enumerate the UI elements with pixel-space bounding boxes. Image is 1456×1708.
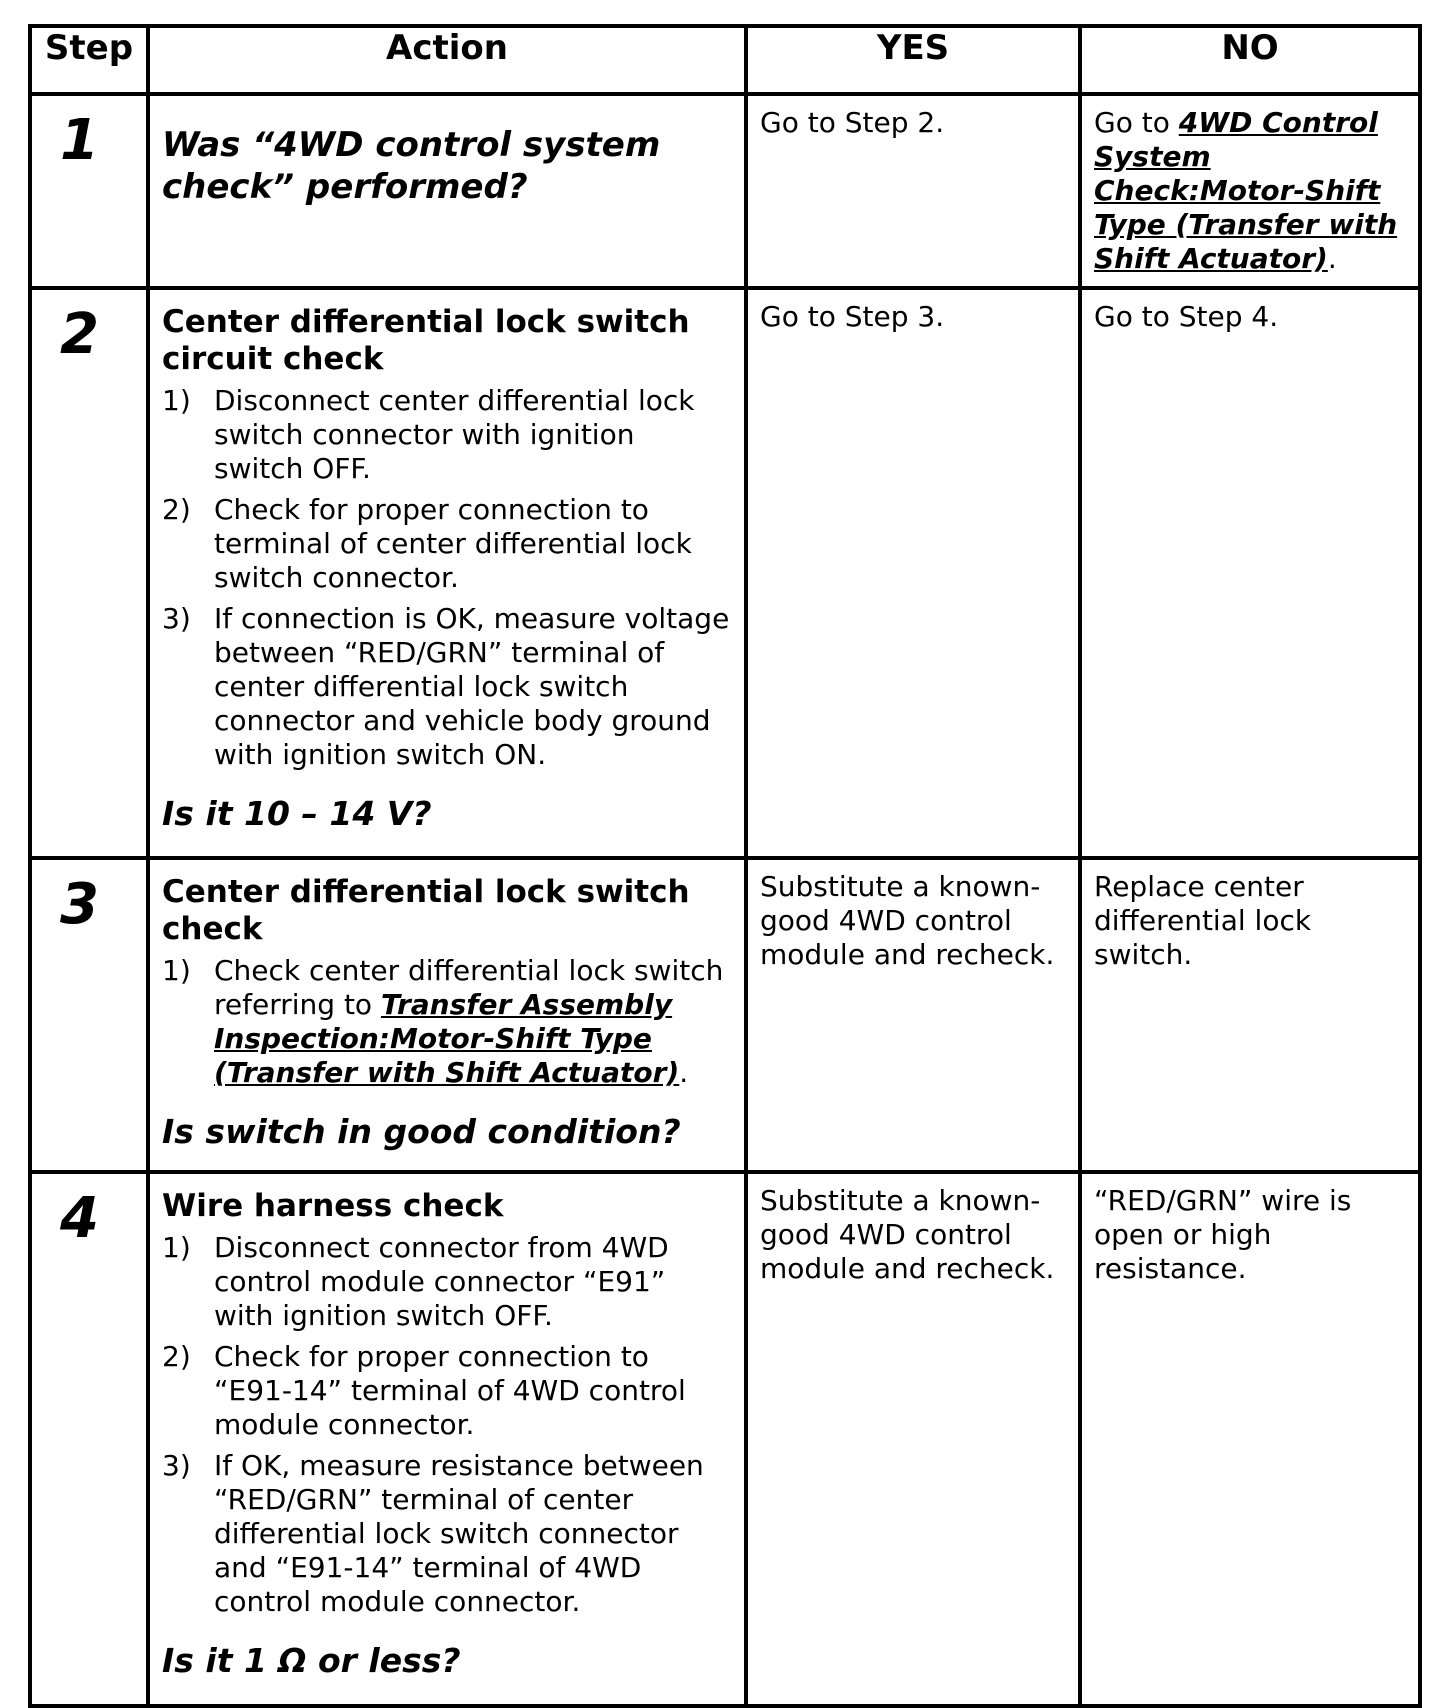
yes-cell: Go to Step 3.	[746, 288, 1080, 858]
item-number: 1)	[162, 954, 191, 987]
no-cell: Go to Step 4.	[1080, 288, 1420, 858]
control-system-check-link[interactable]: 4WD Control System Check:Motor-Shift Type (Transfer with Shift Actuator)	[1094, 106, 1398, 275]
item-text-suffix: .	[679, 1056, 689, 1089]
item-text: Disconnect center differential lock switch connector with ignition switch OFF.	[214, 384, 695, 485]
item-number: 2)	[162, 493, 191, 526]
action-cell	[148, 858, 746, 1172]
item-text: If connection is OK, measure voltage between “RED/GRN” terminal of center differential lock switch connector and vehicle body ground with ignition switch ON.	[214, 602, 730, 771]
action-question: Is it 1 Ω or less?	[162, 1641, 461, 1680]
action-question: Was “4WD control system check” performed?	[162, 125, 661, 207]
step-number: 3	[30, 858, 148, 1172]
step-number: 4	[30, 1172, 148, 1706]
action-step-item	[162, 954, 732, 1090]
item-number: 3)	[162, 602, 191, 635]
action-step-item	[162, 1449, 732, 1619]
no-cell: “RED/GRN” wire is open or high resistance.	[1080, 1172, 1420, 1706]
action-cell	[148, 94, 746, 288]
troubleshooting-table	[28, 24, 1422, 1708]
action-steps	[162, 954, 732, 1090]
header-row	[30, 26, 1420, 94]
item-text: Check for proper connection to terminal of center differential lock switch connector.	[214, 493, 692, 594]
action-question: Is switch in good condition?	[162, 1112, 681, 1151]
action-steps	[162, 384, 732, 772]
item-text: Check for proper connection to “E91-14” terminal of 4WD control module connector.	[214, 1340, 686, 1441]
header-action: Action	[148, 26, 746, 94]
header-yes: YES	[746, 26, 1080, 94]
yes-cell: Go to Step 2.	[746, 94, 1080, 288]
item-number: 1)	[162, 1231, 191, 1264]
action-question: Is it 10 – 14 V?	[162, 794, 432, 833]
action-step-item	[162, 1231, 732, 1333]
yes-cell: Substitute a known-good 4WD control module and recheck.	[746, 858, 1080, 1172]
item-number: 2)	[162, 1340, 191, 1373]
item-text: If OK, measure resistance between “RED/GRN” terminal of center differential lock switch connector and “E91-14” terminal of 4WD control module connector.	[214, 1449, 704, 1618]
item-text-prefix: Check center differential lock switch referring to	[214, 954, 724, 1021]
no-text-prefix: Go to	[1094, 106, 1179, 139]
table-row	[30, 858, 1420, 1172]
action-step-item	[162, 602, 732, 772]
step-number: 1	[30, 94, 148, 288]
item-text: Disconnect connector from 4WD control module connector “E91” with ignition switch OFF.	[214, 1231, 669, 1332]
table-row	[30, 288, 1420, 858]
header-no: NO	[1080, 26, 1420, 94]
no-text-suffix: .	[1327, 242, 1337, 275]
step-number: 2	[30, 288, 148, 858]
item-number: 3)	[162, 1449, 191, 1482]
action-step-item	[162, 384, 732, 486]
action-cell	[148, 288, 746, 858]
action-title: Wire harness check	[162, 1188, 504, 1224]
table-row	[30, 94, 1420, 288]
action-steps	[162, 1231, 732, 1619]
action-cell	[148, 1172, 746, 1706]
action-step-item	[162, 493, 732, 595]
action-title: Center differential lock switch check	[162, 874, 690, 947]
action-title: Center differential lock switch circuit check	[162, 304, 690, 377]
no-cell	[1080, 94, 1420, 288]
item-number: 1)	[162, 384, 191, 417]
header-step: Step	[30, 26, 148, 94]
action-step-item	[162, 1340, 732, 1442]
no-cell: Replace center differential lock switch.	[1080, 858, 1420, 1172]
yes-cell: Substitute a known-good 4WD control module and recheck.	[746, 1172, 1080, 1706]
table-row	[30, 1172, 1420, 1706]
transfer-inspection-link[interactable]: Transfer Assembly Inspection:Motor-Shift Type (Transfer with Shift Actuator)	[214, 988, 680, 1089]
